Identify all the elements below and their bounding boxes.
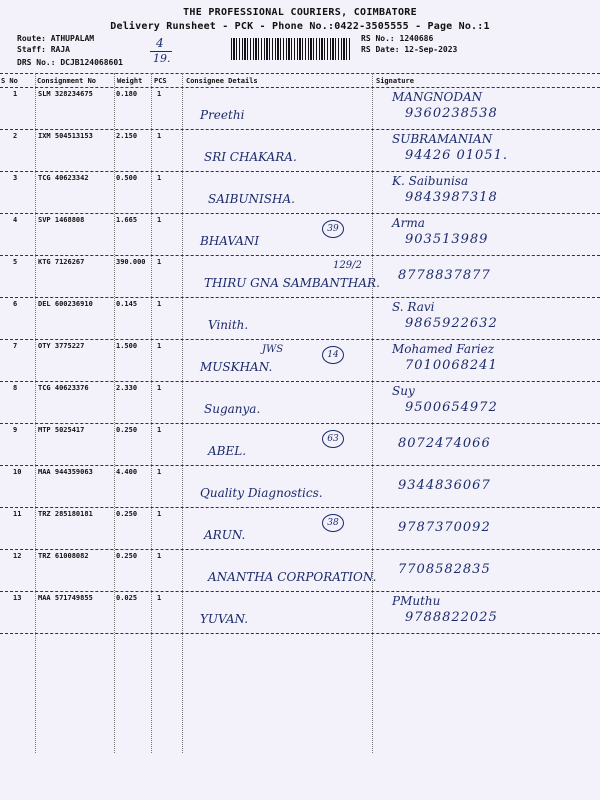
- pieces: 1: [157, 552, 162, 560]
- table-row: [0, 550, 600, 592]
- consignee-name: SRI CHAKARA.: [204, 150, 297, 164]
- consignee-name: Vinith.: [208, 318, 249, 332]
- consignment-number: TCG 40623376: [38, 384, 89, 392]
- circled-note: 39: [322, 220, 344, 238]
- weight: 4.400: [116, 468, 138, 476]
- weight: 1.665: [116, 216, 138, 224]
- serial-number: 10: [13, 468, 22, 476]
- serial-number: 4: [13, 216, 18, 224]
- serial-number: 8: [13, 384, 18, 392]
- weight: 390.000: [116, 258, 146, 266]
- weight: 0.145: [116, 300, 138, 308]
- table-header: [0, 73, 600, 88]
- consignee-name: ARUN.: [204, 528, 246, 542]
- col-pcs: PCS: [154, 77, 167, 85]
- rs-date-line: RS Date: 12-Sep-2023: [361, 45, 458, 54]
- circled-note: 63: [322, 430, 344, 448]
- pieces: 1: [157, 468, 162, 476]
- consignment-number: MAA 571749855: [38, 594, 93, 602]
- weight: 2.330: [116, 384, 138, 392]
- signature: Arma: [392, 216, 425, 230]
- circled-note: 38: [322, 514, 344, 532]
- signature-phone: 9843987318: [405, 190, 498, 205]
- serial-number: 12: [13, 552, 22, 560]
- signature: S. Ravi: [392, 300, 435, 314]
- consignee-name: Quality Diagnostics.: [200, 486, 323, 500]
- signature-phone: 8778837877: [398, 268, 491, 283]
- pieces: 1: [157, 132, 162, 140]
- consignee-name: MUSKHAN.: [200, 360, 273, 374]
- table-row: [0, 466, 600, 508]
- weight: 0.500: [116, 174, 138, 182]
- consignee-name: THIRU GNA SAMBANTHAR.: [204, 276, 380, 290]
- pieces: 1: [157, 174, 162, 182]
- table-row: [0, 508, 600, 550]
- consignment-number: SLM 328234675: [38, 90, 93, 98]
- table-row: [0, 214, 600, 256]
- serial-number: 13: [13, 594, 22, 602]
- table-row: [0, 340, 600, 382]
- pieces: 1: [157, 216, 162, 224]
- signature-phone: 94426 01051.: [405, 148, 508, 163]
- table-row: [0, 424, 600, 466]
- signature-phone: 9865922632: [405, 316, 498, 331]
- table-row: [0, 382, 600, 424]
- weight: 0.250: [116, 426, 138, 434]
- consignment-number: MTP 5025417: [38, 426, 85, 434]
- signature-phone: 8072474066: [398, 436, 491, 451]
- signature: PMuthu: [392, 594, 441, 608]
- consignee-name: Preethi: [200, 108, 245, 122]
- consignment-number: DEL 600236910: [38, 300, 93, 308]
- col-weight: Weight: [117, 77, 143, 85]
- hand-count-bottom: 19.: [153, 52, 171, 65]
- pieces: 1: [157, 90, 162, 98]
- consignee-name: BHAVANI: [200, 234, 260, 248]
- serial-number: 11: [13, 510, 22, 518]
- col-signature: Signature: [376, 77, 414, 85]
- weight: 1.500: [116, 342, 138, 350]
- table-row: [0, 592, 600, 634]
- col-consignment: Consignment No: [37, 77, 97, 85]
- signature-phone: 9788822025: [405, 610, 498, 625]
- pieces: 1: [157, 426, 162, 434]
- rs-no-line: RS No.: 1240686: [361, 34, 434, 43]
- weight: 2.150: [116, 132, 138, 140]
- consignee-name: Suganya.: [204, 402, 261, 416]
- weight: 0.250: [116, 510, 138, 518]
- signature-phone: 9787370092: [398, 520, 491, 535]
- signature-phone: 7010068241: [405, 358, 498, 373]
- row-divider: [0, 633, 600, 634]
- handwritten-note: 129/2: [333, 260, 362, 271]
- handwritten-note: JWS: [262, 344, 284, 355]
- serial-number: 2: [13, 132, 18, 140]
- hand-count-top: 4: [156, 36, 164, 50]
- company-title: THE PROFESSIONAL COURIERS, COIMBATORE: [183, 7, 417, 18]
- consignment-number: IXM 504513153: [38, 132, 93, 140]
- drs-line: DRS No.: DCJB124068601: [17, 58, 123, 67]
- consignee-name: ANANTHA CORPORATION.: [208, 570, 377, 584]
- consignee-name: YUVAN.: [200, 612, 249, 626]
- consignment-number: TCG 40623342: [38, 174, 89, 182]
- pieces: 1: [157, 384, 162, 392]
- table-row: [0, 298, 600, 340]
- signature-phone: 9360238538: [405, 106, 498, 121]
- consignment-number: MAA 944359063: [38, 468, 93, 476]
- consignment-number: SVP 1468808: [38, 216, 85, 224]
- signature-phone: 903513989: [405, 232, 489, 247]
- route-line: Route: ATHUPALAM: [17, 34, 95, 43]
- serial-number: 7: [13, 342, 18, 350]
- table-row: [0, 172, 600, 214]
- serial-number: 6: [13, 300, 18, 308]
- signature-phone: 7708582835: [398, 562, 491, 577]
- serial-number: 1: [13, 90, 18, 98]
- serial-number: 5: [13, 258, 18, 266]
- weight: 0.250: [116, 552, 138, 560]
- table-row: [0, 130, 600, 172]
- staff-line: Staff: RAJA: [17, 45, 70, 54]
- signature-phone: 9500654972: [405, 400, 498, 415]
- runsheet-subtitle: Delivery Runsheet - PCK - Phone No.:0422-3505555 - Page No.:1: [110, 21, 490, 32]
- col-consignee: Consignee Details: [186, 77, 258, 85]
- consignee-name: ABEL.: [208, 444, 247, 458]
- pieces: 1: [157, 342, 162, 350]
- serial-number: 9: [13, 426, 18, 434]
- consignee-name: SAIBUNISHA.: [208, 192, 295, 206]
- weight: 0.025: [116, 594, 138, 602]
- pieces: 1: [157, 510, 162, 518]
- col-sno: S No: [1, 77, 18, 85]
- consignment-number: TRZ 285180181: [38, 510, 93, 518]
- signature: Suy: [392, 384, 415, 398]
- signature: MANGNODAN: [392, 90, 483, 104]
- consignment-number: KTG 7126267: [38, 258, 85, 266]
- signature: Mohamed Fariez: [392, 342, 495, 356]
- pieces: 1: [157, 258, 162, 266]
- circled-note: 14: [322, 346, 344, 364]
- table-row: [0, 256, 600, 298]
- signature: K. Saibunisa: [392, 174, 469, 188]
- pieces: 1: [157, 300, 162, 308]
- runsheet-barcode: [231, 38, 351, 60]
- weight: 0.180: [116, 90, 138, 98]
- consignment-number: OTY 3775227: [38, 342, 85, 350]
- table-row: [0, 88, 600, 130]
- serial-number: 3: [13, 174, 18, 182]
- pieces: 1: [157, 594, 162, 602]
- signature-phone: 9344836067: [398, 478, 491, 493]
- consignment-number: TRZ 61008082: [38, 552, 89, 560]
- signature: SUBRAMANIAN: [392, 132, 493, 146]
